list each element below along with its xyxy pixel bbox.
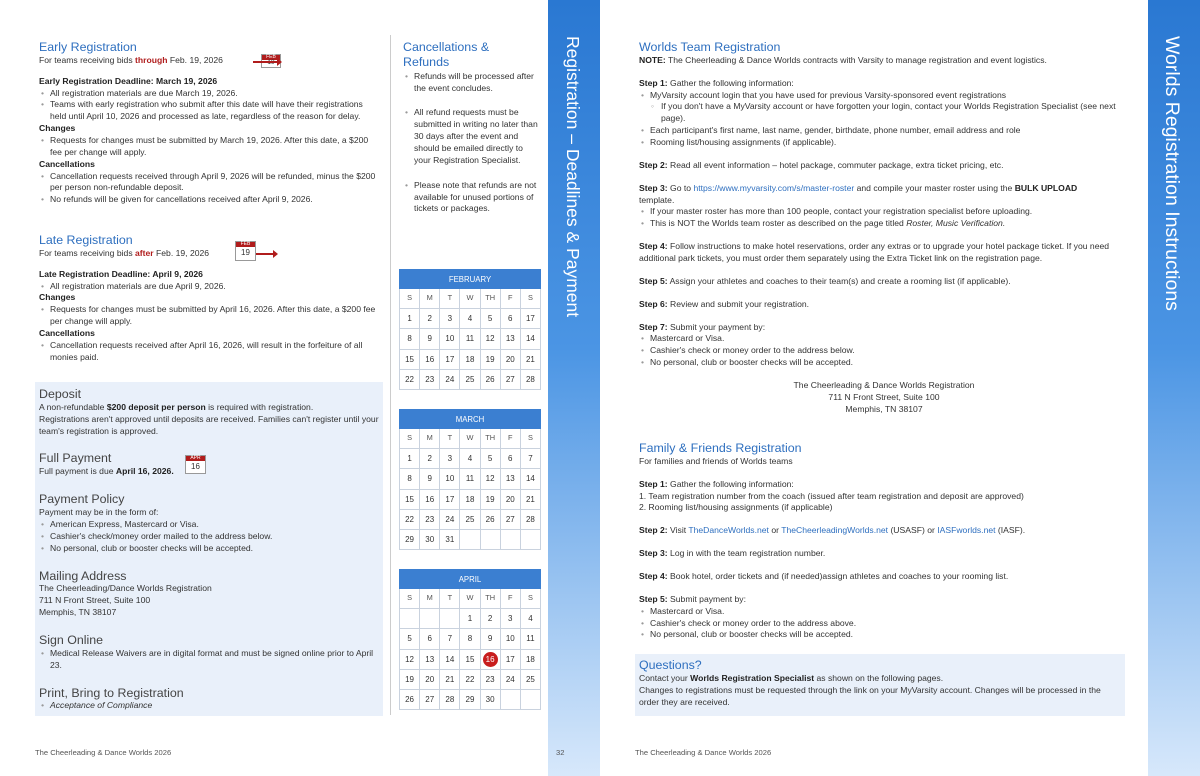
arrow-right-icon: [253, 61, 278, 63]
calendar-day: 15: [400, 490, 420, 510]
calendar-day: 6: [501, 449, 521, 469]
worlds-title: Worlds Team Registration: [639, 40, 781, 54]
list-item: 2. Rooming list/housing assignments (if applicable): [639, 502, 833, 513]
step-3: Step 3: Go to https://www.myvarsity.com/s/master-roster and compile your master roster using the BULK UPLOAD template.: [639, 182, 1078, 205]
late-registration-title: Late Registration: [39, 233, 133, 247]
list-item: • If your master roster has more than 100 people, contact your registration specialist before uploading.: [639, 206, 1129, 218]
calendar-day: 19: [400, 670, 420, 690]
early-deadline: Early Registration Deadline: March 19, 2026: [39, 75, 218, 86]
calendar-day-header: W: [460, 289, 480, 309]
full-payment-title: Full Payment: [39, 451, 112, 466]
early-registration-title: Early Registration: [39, 40, 137, 54]
deposit-note: Registrations aren't approved until deposits are received. Families can't register until your team's registration is approved.: [39, 413, 379, 436]
calendar-day: 21: [440, 670, 460, 690]
worlds-team-registration: [639, 40, 1129, 416]
sign-online-title: Sign Online: [39, 632, 104, 647]
calendar-day: 17: [521, 309, 541, 329]
list-item: • MyVarsity account login that you have used for previous Varsity-sponsored event registrations: [639, 90, 1129, 102]
calendar-day: 28: [440, 690, 460, 710]
calendar-day: 1: [400, 309, 420, 329]
calendar-day: 3: [440, 449, 460, 469]
calendar-day-header: F: [501, 589, 521, 609]
calendar-day: 18: [460, 350, 480, 370]
list-item: 1. Team registration number from the coach (issued after team registration and deposit are approved): [639, 490, 1024, 501]
calendar-day: 30: [420, 530, 440, 550]
calendar-day: 17: [440, 490, 460, 510]
list-item: • Requests for changes must be submitted by March 19, 2026. After this date, a $200 fee per change will apply.: [39, 135, 379, 159]
list-item: • Mastercard or Visa.: [639, 333, 1129, 345]
calendar-day: 4: [460, 449, 480, 469]
list-item: • Requests for changes must be submitted by April 16, 2026. After this date, a $200 fee per change will apply.: [39, 304, 379, 328]
iasfworlds-link[interactable]: IASFworlds.net: [937, 525, 996, 536]
calendar-day: 13: [420, 650, 440, 670]
calendar-day: 11: [521, 629, 541, 649]
address-line: The Cheerleading/Dance Worlds Registration: [39, 583, 212, 594]
calendar-day: 20: [420, 670, 440, 690]
calendar-day: 12: [481, 469, 501, 489]
deposit-text: A non-refundable $200 deposit per person is required with registration.: [39, 401, 314, 412]
calendar-day: [400, 609, 420, 629]
calendar-day: 19: [481, 350, 501, 370]
calendar-day-header: S: [400, 429, 420, 449]
full-payment-text: Full payment is due April 16, 2026.: [39, 466, 174, 477]
calendar-day: 24: [440, 510, 460, 530]
questions-panel: [635, 654, 1125, 716]
section-title: Registration – Deadlines & Payment: [563, 36, 583, 318]
step-6: Step 6: Review and submit your registration.: [639, 298, 810, 309]
highlighted-day: 16: [483, 652, 498, 667]
calendar-day: 1: [400, 449, 420, 469]
list-item: • American Express, Mastercard or Visa.: [39, 519, 379, 531]
page-title: Worlds Registration Instructions: [1161, 36, 1183, 311]
calendar-icon: FEB 19: [235, 241, 256, 261]
calendar-day-header: F: [501, 429, 521, 449]
calendar-day-header: TH: [481, 589, 501, 609]
calendar-day: 12: [481, 329, 501, 349]
calendar-day: 31: [440, 530, 460, 550]
list-item: ◦ If you don't have a MyVarsity account or have forgotten your login, contact your Worlds Registration Specialist (see next page).: [639, 101, 1129, 125]
late-deadline: Late Registration Deadline: April 9, 2026: [39, 268, 203, 279]
calendar-february: [399, 269, 541, 390]
calendar-day: 11: [460, 469, 480, 489]
calendar-day-header: TH: [481, 289, 501, 309]
calendar-day-header: W: [460, 429, 480, 449]
cheerleadingworlds-link[interactable]: TheCheerleadingWorlds.net: [781, 525, 889, 536]
late-registration-section: [39, 233, 379, 364]
calendar-day: 27: [420, 690, 440, 710]
step-2: Step 2: Read all event information – hotel package, commuter package, extra ticket pricing, etc.: [639, 159, 1004, 170]
calendar-day: 16: [420, 490, 440, 510]
step-3: Step 3: Log in with the team registration number.: [639, 548, 826, 559]
calendar-day-header: TH: [481, 429, 501, 449]
calendar-day-header: F: [501, 289, 521, 309]
mailing-address-title: Mailing Address: [39, 568, 127, 583]
calendar-day-header: S: [521, 429, 541, 449]
calendar-day: [440, 609, 460, 629]
calendar-day-header: S: [400, 589, 420, 609]
step-5: Step 5: Submit payment by:: [639, 593, 746, 604]
calendar-icon: APR 16: [185, 455, 206, 474]
calendar-day: 12: [400, 650, 420, 670]
calendar-day: 3: [501, 609, 521, 629]
section-sidebar: [548, 0, 600, 776]
calendar-day: 9: [481, 629, 501, 649]
list-item: • No personal, club or booster checks will be accepted.: [639, 357, 1129, 369]
calendar-day: 23: [420, 510, 440, 530]
calendar-day: 11: [460, 329, 480, 349]
master-roster-link[interactable]: https://www.myvarsity.com/s/master-roster: [693, 182, 855, 193]
payment-policy-title: Payment Policy: [39, 492, 125, 507]
calendar-day: 17: [501, 650, 521, 670]
calendar-day: 15: [460, 650, 480, 670]
footer-left: The Cheerleading & Dance Worlds 2026: [35, 748, 172, 757]
list-item: • Cashier's check or money order to the address below.: [639, 345, 1129, 357]
calendar-day: 20: [501, 490, 521, 510]
late-cancel-label: Cancellations: [39, 328, 95, 339]
calendar-day: 22: [400, 370, 420, 390]
calendar-day: 18: [521, 650, 541, 670]
calendar-day: 2: [420, 309, 440, 329]
calendar-day: 4: [521, 609, 541, 629]
calendar-day-header: S: [521, 289, 541, 309]
payment-panel: [35, 382, 383, 716]
step-4: Step 4: Book hotel, order tickets and (if needed)assign athletes and coaches to your rooming list.: [639, 571, 1009, 582]
calendar-day-header: M: [420, 589, 440, 609]
questions-title: Questions?: [639, 658, 702, 672]
calendar-march: [399, 409, 541, 550]
arrow-right-icon: [256, 253, 274, 255]
calendar-day: 26: [481, 370, 501, 390]
calendar-day: 27: [501, 370, 521, 390]
calendar-day-header: T: [440, 429, 460, 449]
calendar-day: 10: [501, 629, 521, 649]
calendar-day: 21: [521, 350, 541, 370]
list-item: • Each participant's first name, last name, gender, birthdate, phone number, email address and role: [639, 125, 1129, 137]
calendar-day: 8: [400, 469, 420, 489]
calendar-day: 22: [460, 670, 480, 690]
early-cancel-label: Cancellations: [39, 158, 95, 169]
calendar-day: 13: [501, 329, 521, 349]
page-number: 32: [556, 748, 565, 757]
calendar-day: 21: [521, 490, 541, 510]
column-divider: [390, 35, 391, 715]
list-item: • Please note that refunds are not available for unused portions of tickets or packages.: [403, 180, 538, 216]
list-item: • Medical Release Waivers are in digital format and must be signed online prior to April 23.: [39, 648, 379, 672]
calendar-day: 1: [460, 609, 480, 629]
calendar-day: 28: [521, 370, 541, 390]
family-registration: [639, 441, 1129, 641]
calendar-day: 29: [400, 530, 420, 550]
calendar-day: 5: [481, 309, 501, 329]
calendar-day: 8: [460, 629, 480, 649]
calendar-day: 6: [420, 629, 440, 649]
step-1: Step 1: Gather the following information:: [639, 478, 794, 489]
calendar-day: 14: [521, 329, 541, 349]
calendar-day: 3: [440, 309, 460, 329]
early-changes-label: Changes: [39, 123, 76, 134]
list-item: • Mastercard or Visa.: [639, 606, 1129, 618]
calendar-day: 5: [400, 629, 420, 649]
calendar-day: 17: [440, 350, 460, 370]
calendar-day: 15: [400, 350, 420, 370]
calendar-month-title: FEBRUARY: [399, 269, 541, 289]
calendar-day: 25: [521, 670, 541, 690]
list-item: • This is NOT the Worlds team roster as described on the page titled Roster, Music Verification.: [639, 218, 1129, 230]
calendar-day: [501, 530, 521, 550]
worlds-note: NOTE: The Cheerleading & Dance Worlds contracts with Varsity to manage registration and event logistics.: [639, 54, 1047, 65]
calendar-day: 30: [481, 690, 501, 710]
calendar-day: 25: [460, 370, 480, 390]
list-item: • All registration materials are due March 19, 2026.: [39, 88, 379, 100]
list-item: • No personal, club or booster checks will be accepted.: [39, 543, 379, 555]
calendar-day: 25: [460, 510, 480, 530]
calendar-day: 13: [501, 469, 521, 489]
list-item: • No refunds will be given for cancellations received after April 9, 2026.: [39, 194, 379, 206]
calendar-day: 26: [481, 510, 501, 530]
calendar-day: [481, 530, 501, 550]
list-item: • Acceptance of Compliance: [39, 700, 379, 712]
calendar-day: 4: [460, 309, 480, 329]
calendar-day: 29: [460, 690, 480, 710]
calendar-day: 16: [420, 350, 440, 370]
step-2: Step 2: Visit TheDanceWorlds.net or TheCheerleadingWorlds.net (USASF) or IASFworlds.net (IASF).: [639, 525, 1026, 536]
list-item: • Cashier's check/money order mailed to the address below.: [39, 531, 379, 543]
questions-text: Contact your Worlds Registration Specialist as shown on the following pages.: [639, 672, 944, 683]
calendar-icon: FEB: [261, 54, 281, 68]
calendar-day: 2: [481, 609, 501, 629]
early-registration-section: [39, 40, 379, 206]
payment-policy-intro: Payment may be in the form of:: [39, 507, 159, 518]
refunds-title: Cancellations & Refunds: [403, 40, 490, 69]
calendar-day: 5: [481, 449, 501, 469]
calendar-day: [481, 650, 501, 670]
calendar-day-header: T: [440, 589, 460, 609]
family-subtitle: For families and friends of Worlds teams: [639, 455, 793, 466]
calendar-month-title: APRIL: [399, 569, 541, 589]
calendar-day: 28: [521, 510, 541, 530]
calendar-day: 14: [521, 469, 541, 489]
calendar-day: 10: [440, 329, 460, 349]
calendar-day: 10: [440, 469, 460, 489]
calendar-day-header: T: [440, 289, 460, 309]
calendar-day: 19: [481, 490, 501, 510]
calendar-day: 6: [501, 309, 521, 329]
calendar-day: 26: [400, 690, 420, 710]
calendar-day: [501, 690, 521, 710]
bring-to-registration-title: Print, Bring to Registration: [39, 685, 184, 700]
early-registration-subtitle: For teams receiving bids through Feb. 19, 2026: [39, 54, 223, 65]
list-item: • Teams with early registration who submit after this date will have their registrations held until April 10, 2026 and processed as late, regardless of the reason for delay.: [39, 99, 379, 123]
calendar-day: 20: [501, 350, 521, 370]
calendar-day: 2: [420, 449, 440, 469]
calendar-day: 24: [440, 370, 460, 390]
danceworlds-link[interactable]: TheDanceWorlds.net: [688, 525, 769, 536]
list-item: • All refund requests must be submitted in writing no later than 30 days after the event and should be emailed directly to your Registration Specialist.: [403, 107, 538, 166]
calendar-day: 9: [420, 329, 440, 349]
deposit-title: Deposit: [39, 387, 82, 401]
calendar-day: 24: [501, 670, 521, 690]
calendar-day: 8: [400, 329, 420, 349]
calendar-day: 7: [440, 629, 460, 649]
calendar-day: [460, 530, 480, 550]
late-changes-label: Changes: [39, 292, 76, 303]
calendar-day-header: M: [420, 429, 440, 449]
calendar-month-title: MARCH: [399, 409, 541, 429]
list-item: • Cashier's check or money order to the address above.: [639, 618, 1129, 630]
calendar-day: 18: [460, 490, 480, 510]
refunds-section: [403, 40, 538, 215]
family-title: Family & Friends Registration: [639, 441, 802, 455]
calendar-day: [521, 690, 541, 710]
address-line: Memphis, TN 38107: [39, 607, 117, 618]
calendar-april: [399, 569, 541, 710]
calendar-day: 23: [481, 670, 501, 690]
footer-right: The Cheerleading & Dance Worlds 2026: [635, 748, 772, 757]
list-item: • All registration materials are due April 9, 2026.: [39, 281, 379, 293]
list-item: • Rooming list/housing assignments (if applicable).: [639, 137, 1129, 149]
late-registration-subtitle: For teams receiving bids after Feb. 19, 2026: [39, 247, 210, 258]
list-item: • Cancellation requests received after April 16, 2026, will result in the forfeiture of all monies paid.: [39, 340, 379, 364]
calendar-day-header: S: [400, 289, 420, 309]
calendar-day-header: M: [420, 289, 440, 309]
calendar-day: 14: [440, 650, 460, 670]
list-item: • Refunds will be processed after the event concludes.: [403, 71, 538, 95]
calendar-day: 23: [420, 370, 440, 390]
list-item: • No personal, club or booster checks will be accepted.: [639, 629, 1129, 641]
step-4: Step 4: Follow instructions to make hotel reservations, order any extras or to upgrade your hotel package ticket. If you need additional park tickets, you must order them separately using the Extra Ticket link on the registration page.: [639, 241, 1110, 264]
address-line: 711 N Front Street, Suite 100: [39, 595, 151, 606]
calendar-day: 9: [420, 469, 440, 489]
page-sidebar: [1148, 0, 1200, 776]
calendar-day: 7: [521, 449, 541, 469]
calendar-day: 27: [501, 510, 521, 530]
calendar-day: [521, 530, 541, 550]
calendar-day-header: S: [521, 589, 541, 609]
list-item: • Cancellation requests received through April 9, 2026 will be refunded, minus the $200 per person non-refundable deposit.: [39, 171, 379, 195]
step-7: Step 7: Submit your payment by:: [639, 321, 766, 332]
step-5: Step 5: Assign your athletes and coaches to their team(s) and create a rooming list (if applicable).: [639, 275, 1011, 286]
calendar-day: [420, 609, 440, 629]
questions-note: Changes to registrations must be requested through the link on your MyVarsity account. Changes will be processed in the order they are received.: [639, 684, 1101, 707]
calendar-day: 22: [400, 510, 420, 530]
step-1: Step 1: Gather the following information:: [639, 77, 794, 88]
mailing-address: The Cheerleading & Dance Worlds Registration 711 N Front Street, Suite 100 Memphis, TN 38107: [793, 380, 975, 414]
calendar-day-header: W: [460, 589, 480, 609]
early-items: [39, 88, 379, 124]
